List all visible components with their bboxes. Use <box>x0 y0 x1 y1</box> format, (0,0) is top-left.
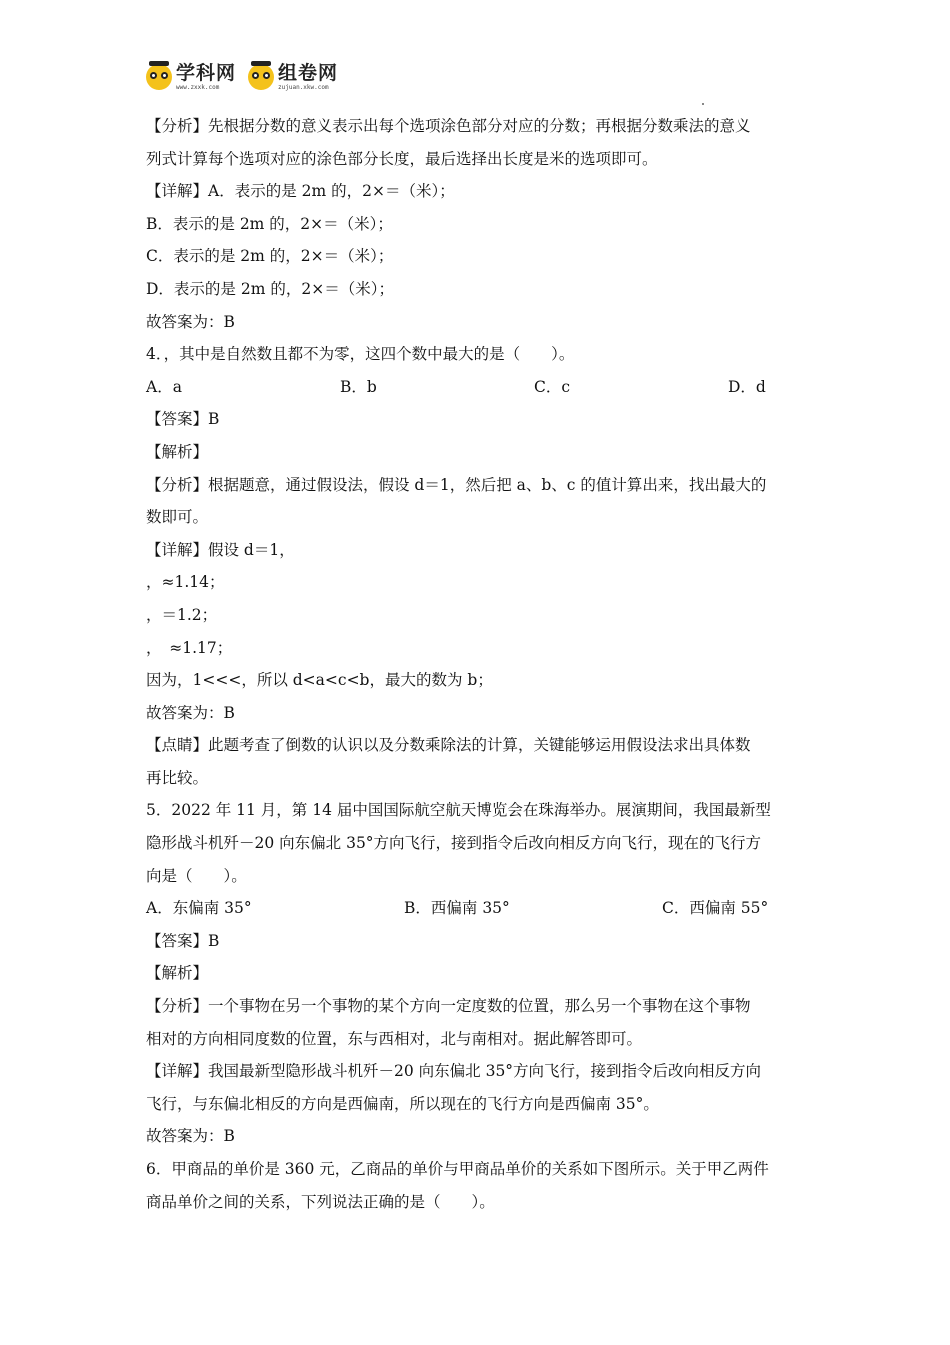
logo-name: 学科网 <box>176 61 237 84</box>
option-b: B．西偏南 35° <box>404 899 510 918</box>
text-line: 【详解】假设 d＝1， <box>146 540 295 559</box>
text-line: 【详解】我国最新型隐形战斗机歼－20 向东偏北 35°方向飞行，接到指令后改向相反方向 <box>146 1062 762 1081</box>
text-line: 【分析】根据题意，通过假设法，假设 d＝1，然后把 a、b、c 的值计算出来，找出最大的 <box>146 475 767 494</box>
option-a: A．东偏南 35° <box>146 899 252 918</box>
option-a: A．a <box>146 377 182 396</box>
text-line: 数即可。 <box>146 508 209 527</box>
text-line: B．表示的是 2m 的，2×＝（米）； <box>146 214 393 233</box>
text-line: 商品单价之间的关系，下列说法正确的是（ ）。 <box>146 1192 495 1211</box>
text-line: 向是（ ）。 <box>146 866 247 885</box>
question-5-stem: 5．2022 年 11 月，第 14 届中国国际航空航天博览会在珠海举办。展演期间，我国最新型 <box>146 801 771 820</box>
text-line: C．表示的是 2m 的，2×＝（米）； <box>146 247 394 266</box>
logo-url: zujuan.xkw.com <box>278 83 329 91</box>
text-line: 故答案为：B <box>146 1127 235 1146</box>
answer-line: 【答案】B <box>146 931 220 950</box>
owl-mascot-icon <box>248 64 274 90</box>
text-line: 飞行，与东偏北相反的方向是西偏南，所以现在的飞行方向是西偏南 35°。 <box>146 1094 659 1113</box>
option-c: C．西偏南 55° <box>662 899 769 918</box>
text-line: 相对的方向相同度数的位置，东与西相对，北与南相对。据此解答即可。 <box>146 1029 643 1048</box>
document-body <box>146 110 808 1218</box>
text-line: 【详解】A．表示的是 2m 的，2×＝（米）； <box>146 182 455 201</box>
page-header <box>146 60 350 94</box>
text-line: ，≈1.14； <box>146 573 225 592</box>
text-line: 因为，1<<<，所以 d<a<c<b，最大的数为 b； <box>146 671 493 690</box>
text-line: 故答案为：B <box>146 312 235 331</box>
text-line: ， ≈1.17； <box>146 638 233 657</box>
text-line: 【分析】一个事物在另一个事物的某个方向一定度数的位置，那么另一个事物在这个事物 <box>146 997 751 1016</box>
owl-mascot-icon <box>146 64 172 90</box>
question-5-options <box>146 892 808 925</box>
text-line: 【点睛】此题考查了倒数的认识以及分数乘除法的计算，关键能够运用假设法求出具体数 <box>146 736 751 755</box>
question-6-stem: 6．甲商品的单价是 360 元，乙商品的单价与甲商品单价的关系如下图所示。关于甲乙两件 <box>146 1160 769 1178</box>
page-marker <box>702 103 704 105</box>
analysis-heading: 【解析】 <box>146 442 209 461</box>
option-b: B．b <box>340 377 377 396</box>
logo-url: www.zxxk.com <box>176 83 220 91</box>
question-4-options <box>146 371 808 404</box>
answer-line: 【答案】B <box>146 410 220 429</box>
option-d: D．d <box>728 377 766 396</box>
analysis-heading: 【解析】 <box>146 964 209 983</box>
text-line: 隐形战斗机歼－20 向东偏北 35°方向飞行，接到指令后改向相反方向飞行，现在的飞行方 <box>146 834 762 853</box>
zujuanwang-logo <box>248 61 339 91</box>
text-line: ，＝1.2； <box>146 605 218 624</box>
logo-name: 组卷网 <box>278 61 339 84</box>
xuekewang-logo <box>146 61 237 91</box>
option-c: C．c <box>534 377 571 396</box>
text-line: D．表示的是 2m 的，2×＝（米）； <box>146 279 394 298</box>
text-line: 再比较。 <box>146 768 209 787</box>
question-4-stem: 4．，其中是自然数且都不为零，这四个数中最大的是（ ）。 <box>146 345 575 364</box>
text-line: 故答案为：B <box>146 703 235 722</box>
text-line: 列式计算每个选项对应的涂色部分长度，最后选择出长度是米的选项即可。 <box>146 149 658 168</box>
text-line: 【分析】先根据分数的意义表示出每个选项涂色部分对应的分数；再根据分数乘法的意义 <box>146 117 751 135</box>
